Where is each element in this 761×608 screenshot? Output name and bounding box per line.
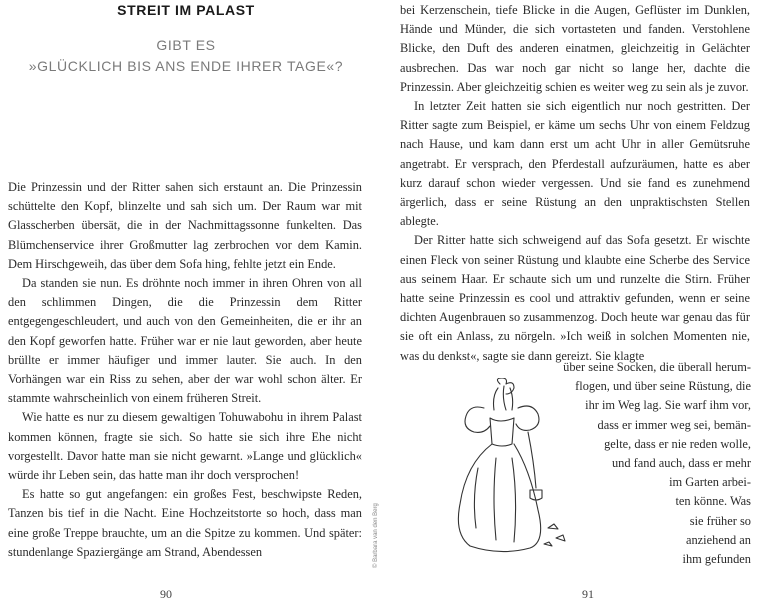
page-number: 90 — [160, 587, 172, 601]
text-line: dass er immer weg sei, bemän- — [597, 417, 751, 432]
chapter-subtitle — [0, 35, 372, 77]
chapter-title: STREIT IM PALAST — [117, 2, 255, 18]
hair-strands — [494, 386, 513, 410]
text-line: ten könne. Was — [675, 494, 751, 509]
text-line: sie früher so — [689, 513, 751, 528]
princess-illustration — [448, 378, 568, 553]
text-line: gelte, dass er nie reden wolle, — [604, 436, 751, 451]
subtitle-line-1: GIBT ES — [156, 37, 216, 53]
left-body-text — [8, 178, 362, 562]
bodice — [490, 418, 514, 446]
left-page — [0, 0, 372, 608]
text-line: ihr im Weg lag. Sie warf ihm vor, — [585, 398, 751, 413]
paragraph: Der Ritter hatte sich schweigend auf das Sofa gesetzt. Er wischte einen Fleck von seiner Rüstung und klaubte eine Scherbe des Service aus seinem Haar. Er schaute sich um und runzelte die Stirn. Früher hatte seine Prinzessin es cool und attraktiv gefunden, wenn er seine dichten Augenbrauen so zusammenzog. Doch heute war genau das für sie oft ein Anlass, zu nörgeln. »Ich weiß in solchen Momenten nie, was du denkst«, sagte sie dann gereizt. Sie klagte — [400, 233, 750, 363]
text-line: flogen, und über seine Rüstung, die — [575, 379, 751, 394]
paragraph: Wie hatte es nur zu diesem gewaltigen Tohuwabohu in ihrem Palast kommen können, fragte sie sich. So hatte sie sich ihre Ehe nicht vorgestellt. Davor hatte man sie nicht gewarnt. »Lange und glücklich« würde ihr Leben sein, das hatte man ihr doch versprochen! — [8, 410, 362, 483]
right-sleeve — [516, 406, 539, 430]
gown-folds — [474, 458, 515, 542]
paragraph: Es hatte so gut angefangen: ein großes Fest, beschwipste Reden, Tanzen bis tief in die Nacht. Eine Hochzeitstorte so hoch, dass man eine große Treppe brauchte, um an die Spitze zu kommen. Und später: stundenlange Spaziergänge am Strand, Abendessen — [8, 487, 362, 559]
arm — [528, 432, 536, 488]
illustration-credit: © Barbara van den Berg — [373, 503, 379, 568]
text-line: ihm gefunden — [682, 552, 751, 567]
paragraph: In letzter Zeit hatten sie sich eigentlich nur noch gestritten. Der Ritter sagte zum Beispiel, er käme um sechs Uhr von einem Feldzug nach Hause, und kam dann erst um acht Uhr in aller Gemütsruhe angetrabt. Er versprach, den Pferdestall aufzuräumen, hatte es aber kurz darauf schon wieder vergessen. Und sie fand es zunehmend ärgerlich, dass er seine Rüstung an den unpraktischsten Stellen ablegte. — [400, 99, 750, 229]
right-page — [373, 0, 761, 608]
text-line: anziehend an — [685, 532, 751, 547]
text-line: und fand auch, dass er mehr — [611, 456, 751, 471]
text-line: im Garten arbei- — [669, 475, 751, 490]
right-body-text — [400, 1, 750, 366]
paragraph: bei Kerzenschein, tiefe Blicke in die Augen, Geflüster im Dunklen, Hände und Münder, die sich vortasteten und fanden. Verstohlene Blicke, den Duft des anderen einatmen, gleichzeitig in Gelächter ausbrechen. Das war noch gar nicht so lange her, dachte die Prinzessin. Aber gleichzeitig schien es weiter weg zu sein als je zuvor. — [400, 3, 750, 94]
left-sleeve — [465, 407, 490, 432]
text-line: über seine Socken, die überall herum- — [563, 360, 751, 374]
shards — [544, 524, 565, 546]
wrapped-text — [546, 358, 751, 569]
paragraph: Die Prinzessin und der Ritter sahen sich erstaunt an. Die Prinzessin schüttelte den Kopf, blinzelte und sah sich um. Der Raum war mit Glasscherben übersät, die in der Nachmittagssonne funkelten. Das Blümchenservice ihrer Großmutter lag zerbrochen vor dem Kamin. Dem Hirschgeweih, das über dem Sofa hing, fehlte jetzt ein Ende. — [8, 180, 362, 271]
gown — [458, 444, 540, 552]
page-number: 91 — [582, 587, 594, 601]
paragraph: Da standen sie nun. Es dröhnte noch immer in ihren Ohren von all den schlimmen Dingen, die die Prinzessin dem Ritter entgegengeschleudert, und auch von den Gemeinheiten, die er ihr an den Kopf geworfen hatte. Früher war er nie laut geworden, aber heute brüllte er immer häufiger und immer lauter. Sie auch. In den Vorhängen war ein Riss zu sehen, aber der war wohl schon älter. Er stammte wahrscheinlich von einem früheren Streit. — [8, 276, 362, 406]
subtitle-line-2: »GLÜCKLICH BIS ANS ENDE IHRER TAGE«? — [28, 58, 344, 74]
